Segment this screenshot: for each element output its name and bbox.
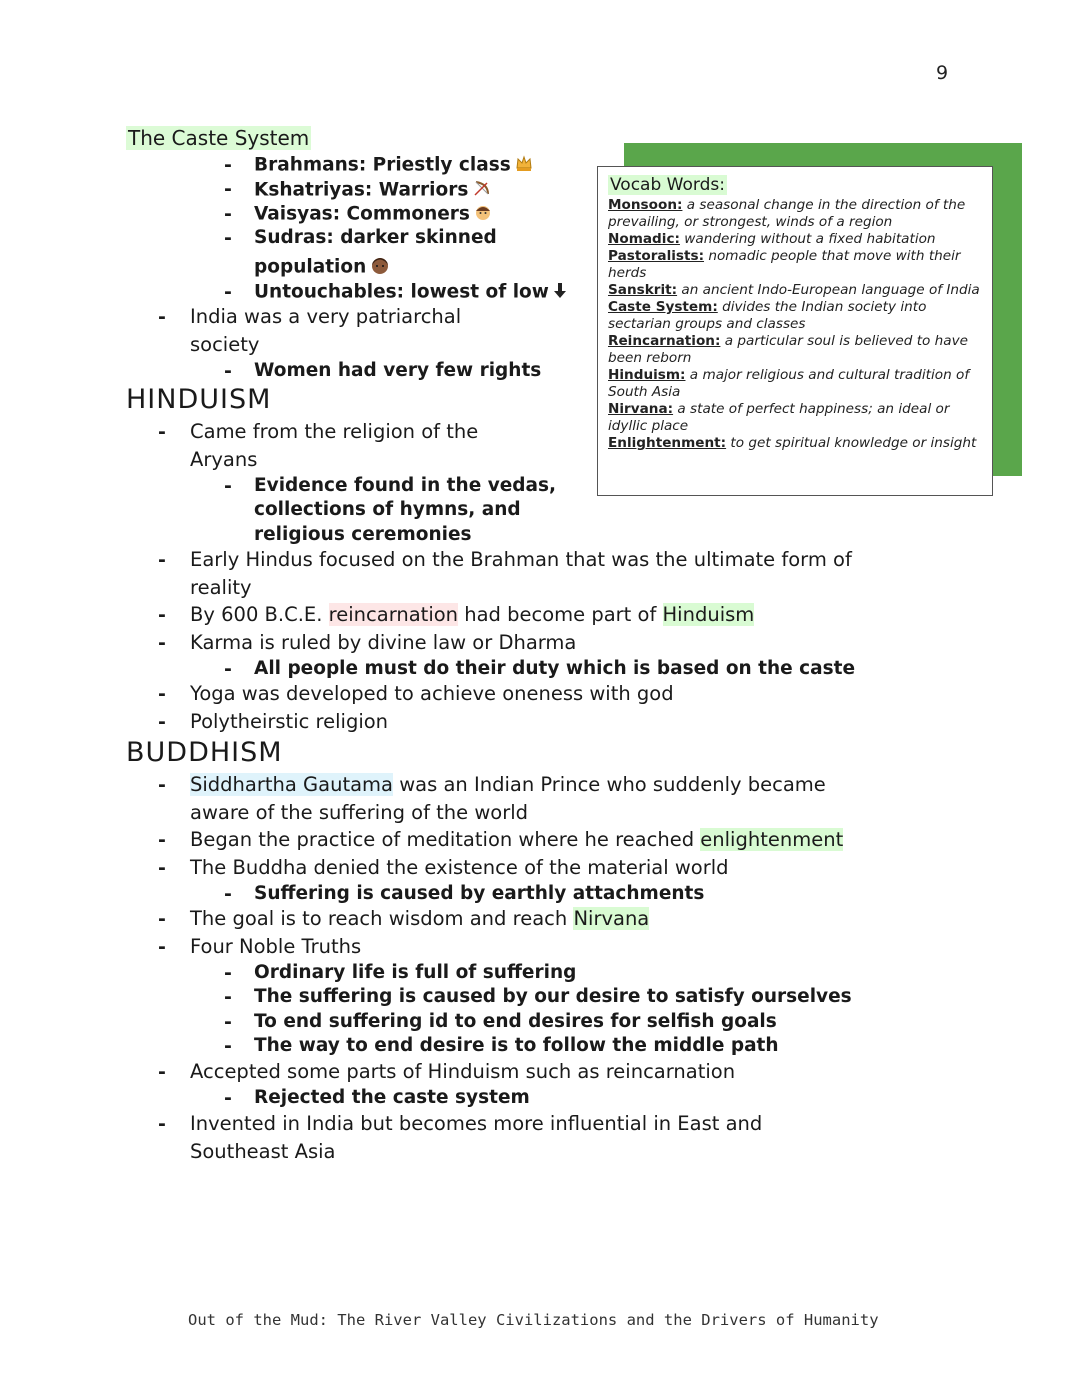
meditation-line: Began the practice of meditation where he reached enlightenment <box>190 828 844 851</box>
caste-item-sudras-cont: population <box>254 255 390 280</box>
bow-arrow-icon <box>472 178 492 203</box>
reincarnation-line: By 600 B.C.E. reincarnation had become part of Hinduism <box>190 603 755 626</box>
polytheistic-text: Polytheirstic religion <box>190 710 389 733</box>
noble-truths-text: Four Noble Truths <box>190 935 362 958</box>
rejected-text: Rejected the caste system <box>254 1087 530 1108</box>
page-number: 9 <box>936 62 949 84</box>
invented-text: Invented in India but becomes more influential in East and <box>190 1112 763 1135</box>
karma-text: Karma is ruled by divine law or Dharma <box>190 631 577 654</box>
duty-text: All people must do their duty which is based on the caste <box>254 658 855 679</box>
accepted-text: Accepted some parts of Hinduism such as reincarnation <box>190 1060 736 1083</box>
section-title-caste: The Caste System <box>128 126 310 150</box>
highlight-siddhartha: Siddhartha Gautama <box>190 773 393 796</box>
vocab-entry-nirvana: Nirvana: a state of perfect happiness; an ideal or idyllic place <box>608 401 950 434</box>
highlight-enlightenment: enlightenment <box>700 828 844 851</box>
yoga-text: Yoga was developed to achieve oneness with god <box>190 682 674 705</box>
vocab-title: Vocab Words: <box>610 175 725 195</box>
vocab-entry-hinduism: Hinduism: a major religious and cultural tradition of South Asia <box>608 367 970 400</box>
caste-item-kshatriyas: Kshatriyas: Warriors <box>254 178 492 203</box>
vedas-text-2: collections of hymns, and <box>254 499 521 520</box>
truth-1: Ordinary life is full of suffering <box>254 962 577 983</box>
siddhartha-line: Siddhartha Gautama was an Indian Prince who suddenly became <box>190 773 826 796</box>
crown-icon <box>515 154 533 177</box>
heading-hinduism: HINDUISM <box>126 384 272 415</box>
caste-item-vaisyas: Vaisyas: Commoners <box>254 203 492 226</box>
siddhartha-line-cont: aware of the suffering of the world <box>190 801 529 824</box>
vocab-entry-nomadic: Nomadic: wandering without a fixed habitation <box>608 231 936 247</box>
aryans-text-cont: Aryans <box>190 448 258 471</box>
vocab-entry-caste-system: Caste System: divides the Indian society into sectarian groups and classes <box>608 299 927 332</box>
person-icon <box>474 203 492 226</box>
brahman-text-cont: reality <box>190 576 252 599</box>
attachments-text: Suffering is caused by earthly attachments <box>254 883 705 904</box>
caste-item-untouchables: Untouchables: lowest of low <box>254 281 567 304</box>
vocab-entry-reincarnation: Reincarnation: a particular soul is believed to have been reborn <box>608 333 969 366</box>
vedas-text-3: religious ceremonies <box>254 524 472 545</box>
down-arrow-icon <box>553 281 567 304</box>
goal-line: The goal is to reach wisdom and reach Nirvana <box>190 907 650 930</box>
vocab-entry-monsoon: Monsoon: a seasonal change in the direction of the prevailing, or strongest, winds of a region <box>608 197 966 230</box>
heading-buddhism: BUDDHISM <box>126 737 283 768</box>
patriarchal-text: India was a very patriarchal <box>190 305 462 328</box>
vocab-entry-sanskrit: Sanskrit: an ancient Indo-European language of India <box>608 282 980 298</box>
invented-text-cont: Southeast Asia <box>190 1140 336 1163</box>
truth-3: To end suffering id to end desires for selfish goals <box>254 1011 777 1032</box>
aryans-text: Came from the religion of the <box>190 420 479 443</box>
footer-book-title: Out of the Mud: The River Valley Civilizations and the Drivers of Humanity <box>188 1311 879 1329</box>
truth-4: The way to end desire is to follow the middle path <box>254 1035 779 1056</box>
caste-item-sudras: Sudras: darker skinned <box>254 227 497 248</box>
patriarchal-text-cont: society <box>190 333 260 356</box>
highlight-reincarnation: reincarnation <box>328 603 459 626</box>
highlight-hinduism: Hinduism <box>662 603 755 626</box>
brahman-text: Early Hindus focused on the Brahman that was the ultimate form of <box>190 548 852 571</box>
vocab-entry-pastoralists: Pastoralists: nomadic people that move with their herds <box>608 248 961 281</box>
highlight-nirvana: Nirvana <box>573 907 650 930</box>
denied-text: The Buddha denied the existence of the material world <box>190 856 729 879</box>
women-rights-text: Women had very few rights <box>254 360 542 381</box>
vocab-entry-enlightenment: Enlightenment: to get spiritual knowledge or insight <box>608 435 977 451</box>
caste-item-brahmans: Brahmans: Priestly class <box>254 154 533 177</box>
vedas-text: Evidence found in the vedas, <box>254 475 557 496</box>
dark-skinned-person-icon <box>370 255 390 280</box>
truth-2: The suffering is caused by our desire to satisfy ourselves <box>254 986 852 1007</box>
vocab-box <box>597 166 993 496</box>
